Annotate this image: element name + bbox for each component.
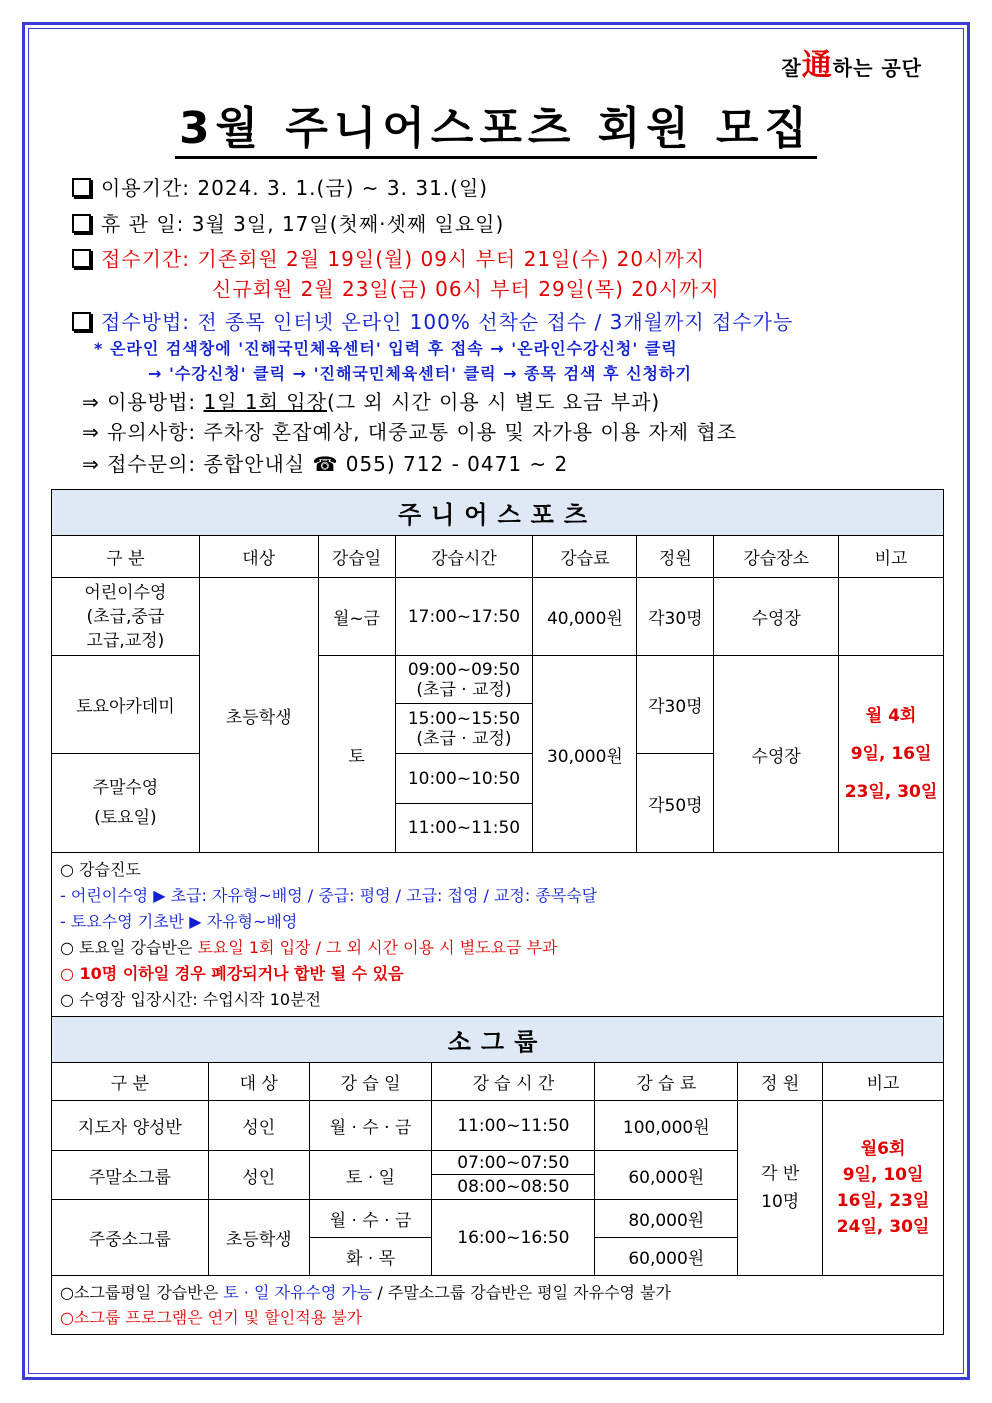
registration-new-line: 신규회원 2월 23일(금) 06시 부터 29일(목) 20시까지 [212, 277, 720, 301]
col-header: 강습시간 [395, 536, 533, 578]
weekend-time-1: 10:00~10:50 [395, 754, 533, 804]
row-days-1: 월 · 수 · 금 [309, 1200, 432, 1238]
junior-notes: ○ 강습진도 - 어린이수영 ▶ 초급: 자유형~배영 / 중급: 평영 / 고급: 접영 / 교정: 종목숙달 - 토요수영 기초반 ▶ 자유형~배영 ○ 토요일 강습반은 토요일 1회 입장 / 그 외 시간 이용 시 별도요금 부과 ○ 10명 이하일 경우 폐강되거나 합반 될 수 있음 ○ 수영장 입장시간: 수업시작 10분전 [52, 853, 944, 1018]
table-header-row [52, 1063, 944, 1101]
col-header: 강습료 [533, 536, 637, 578]
row-fee: 100,000원 [595, 1101, 738, 1151]
row-fee-2: 60,000원 [595, 1238, 738, 1276]
weekend-swim-name: 주말수영 (토요일) [52, 754, 200, 853]
kids-remark [839, 578, 944, 656]
notes-row [52, 1276, 944, 1335]
method-note-2: → '수강신청' 클릭 → '진해국민체육센터' 클릭 → 종목 검색 후 신청하기 [148, 364, 692, 383]
checkbox-icon [72, 178, 91, 197]
period-line: 이용기간: 2024. 3. 1.(금) ~ 3. 31.(일) [72, 172, 488, 201]
caution-line: ⇒ 유의사항: 주차장 혼잡예상, 대중교통 이용 및 자가용 이용 자제 협조 [82, 420, 738, 444]
kids-place: 수영장 [714, 578, 839, 656]
method-note-1: * 온라인 검색창에 '진해국민체육센터' 입력 후 접속 → '온라인수강신청' 클릭 [94, 339, 678, 358]
row-target: 성인 [208, 1101, 309, 1151]
row-time-2: 08:00~08:50 [432, 1175, 595, 1200]
row-days: 토 · 일 [309, 1151, 432, 1200]
inquiry-line: ⇒ 접수문의: 종합안내실 ☎ 055) 712 - 0471 ~ 2 [82, 452, 569, 476]
table-row [52, 578, 944, 656]
method-line: 접수방법: 전 종목 인터넷 온라인 100% 선착순 접수 / 3개월까지 접수가능 [72, 306, 793, 335]
capacity-cell: 각 반 10명 [738, 1101, 823, 1276]
row-fee-1: 80,000원 [595, 1200, 738, 1238]
row-time-1: 07:00~07:50 [432, 1151, 595, 1175]
page-title: 3월 주니어스포츠 회원 모집 [0, 92, 992, 156]
registration-line: 접수기간: 기존회원 2월 19일(월) 09시 부터 21일(수) 20시까지 [72, 243, 705, 272]
kids-fee: 40,000원 [533, 578, 637, 656]
notes-row [52, 853, 944, 1018]
row-days-2: 화 · 목 [309, 1238, 432, 1276]
row-name: 주중소그룹 [52, 1200, 209, 1276]
col-header: 정원 [637, 536, 714, 578]
table-header-row [52, 536, 944, 578]
table-row [52, 1101, 944, 1151]
col-header: 강습장소 [714, 536, 839, 578]
col-header: 구 분 [52, 536, 200, 578]
col-header: 비고 [823, 1063, 944, 1101]
kids-swim-name: 어린이수영 (초급,중급 고급,교정) [52, 578, 200, 656]
saturday-time-2: 15:00~15:50 (초급 · 교정) [395, 704, 533, 754]
col-header: 구 분 [52, 1063, 209, 1101]
kids-days: 월~금 [318, 578, 395, 656]
col-header: 강 습 료 [595, 1063, 738, 1101]
saturday-days: 토 [318, 656, 395, 853]
col-header: 강 습 일 [309, 1063, 432, 1101]
junior-header: 주니어스포츠 [52, 490, 944, 536]
use-line: ⇒ 이용방법: 1일 1회 입장(그 외 시간 이용 시 별도 요금 부과) [82, 390, 661, 414]
small-group-table [51, 1016, 944, 1335]
kids-capacity: 각30명 [637, 578, 714, 656]
small-group-header: 소그룹 [52, 1017, 944, 1063]
col-header: 강습일 [318, 536, 395, 578]
row-name: 주말소그룹 [52, 1151, 209, 1200]
saturday-place: 수영장 [714, 656, 839, 853]
col-header: 정 원 [738, 1063, 823, 1101]
checkbox-icon [72, 214, 91, 233]
weekend-time-2: 11:00~11:50 [395, 804, 533, 853]
small-group-remark: 월6회 9일, 10일 16일, 23일 24일, 30일 [823, 1101, 944, 1276]
saturday-capacity: 각30명 [637, 656, 714, 754]
col-header: 대상 [199, 536, 318, 578]
col-header: 대 상 [208, 1063, 309, 1101]
kids-time: 17:00~17:50 [395, 578, 533, 656]
row-days: 월 · 수 · 금 [309, 1101, 432, 1151]
saturday-academy-name: 토요아카데미 [52, 656, 200, 754]
target-cell: 초등학생 [199, 578, 318, 853]
saturday-fee: 30,000원 [533, 656, 637, 853]
junior-remark: 월 4회 9일, 16일 23일, 30일 [839, 656, 944, 853]
checkbox-icon [72, 249, 91, 268]
row-fee: 60,000원 [595, 1151, 738, 1200]
row-target: 초등학생 [208, 1200, 309, 1276]
col-header: 비고 [839, 536, 944, 578]
saturday-time-1: 09:00~09:50 (초급 · 교정) [395, 656, 533, 704]
row-target: 성인 [208, 1151, 309, 1200]
row-name: 지도자 양성반 [52, 1101, 209, 1151]
small-group-notes: ○소그룹평일 강습반은 토 · 일 자유수영 가능 / 주말소그룹 강습반은 평일 자유수영 불가 ○소그룹 프로그램은 연기 및 할인적용 불가 [52, 1276, 944, 1335]
weekend-capacity: 각50명 [637, 754, 714, 853]
closed-line: 휴 관 일: 3월 3일, 17일(첫째·셋째 일요일) [72, 208, 504, 237]
slogan: 잘通하는 공단 [781, 48, 922, 83]
junior-sports-table [51, 489, 944, 1018]
row-time: 16:00~16:50 [432, 1200, 595, 1276]
table-row [52, 656, 944, 704]
checkbox-icon [72, 312, 91, 331]
col-header: 강 습 시 간 [432, 1063, 595, 1101]
row-time: 11:00~11:50 [432, 1101, 595, 1151]
